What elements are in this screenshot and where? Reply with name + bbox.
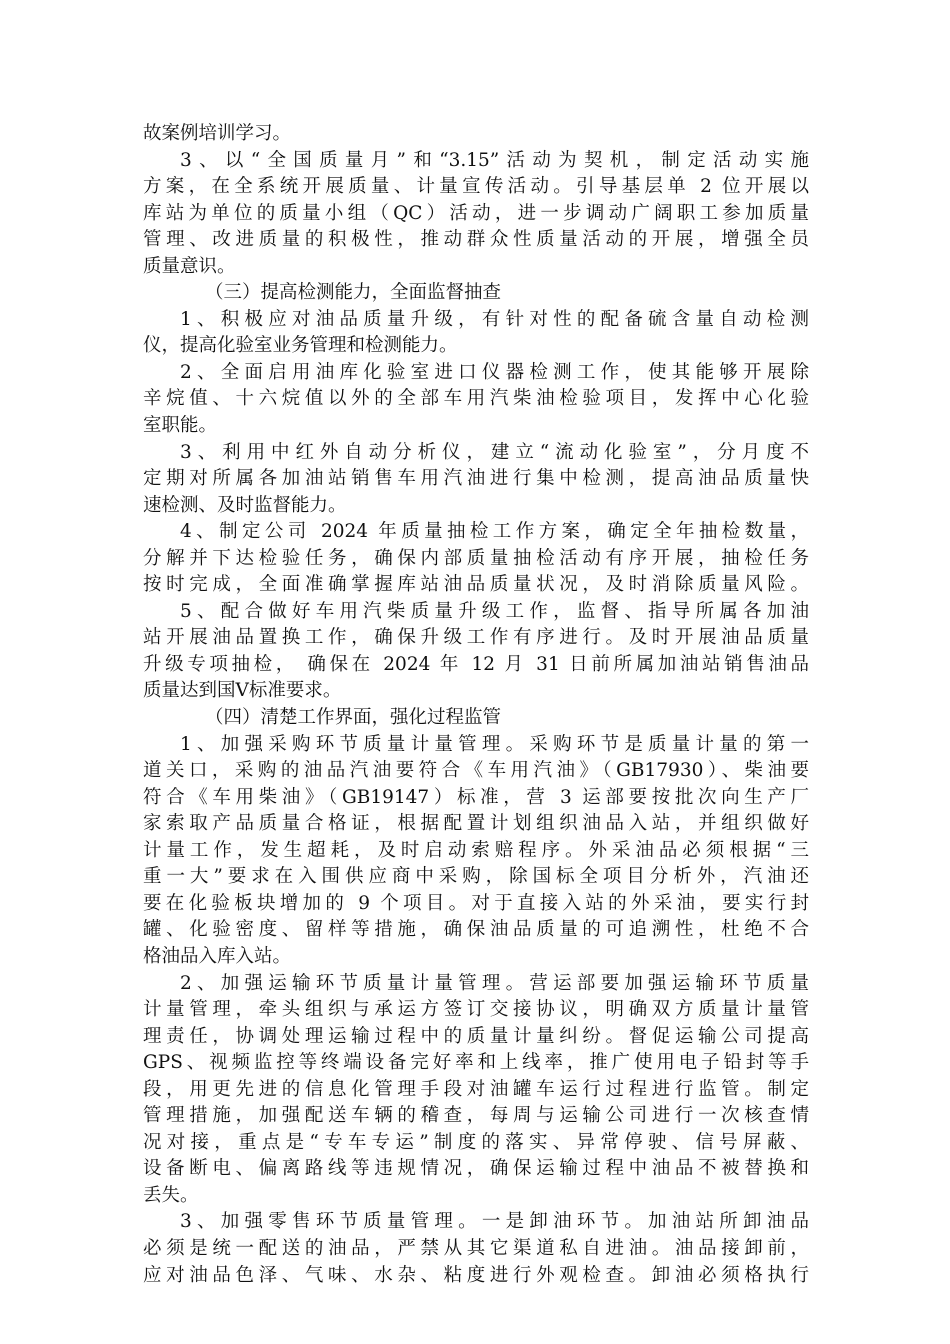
text-line: 重一大”要求在入围供应商中采购，除国标全项目分析外，汽油还 — [143, 866, 809, 888]
paragraph-first-line: 3、加强零售环节质量管理。一是卸油环节。加油站所卸油品 — [180, 1211, 809, 1233]
paragraph-last-line: 质量达到国Ⅴ标准要求。 — [143, 680, 342, 702]
document-body — [143, 121, 809, 1289]
text-line: 分解并下达检验任务，确保内部质量抽检活动有序开展，抽检任务 — [143, 547, 809, 569]
paragraph-first-line: 5、配合做好车用汽柴质量升级工作，监督、指导所属各加油 — [180, 600, 809, 622]
text-line: 应对油品色泽、气味、水杂、粘度进行外观检查。卸油必须格执行 — [143, 1264, 809, 1286]
text-line: 道关口，采购的油品汽油要符合《车用汽油》（GB17930）、柴油要 — [143, 760, 809, 782]
text-line: 罐、化验密度、留样等措施，确保油品质量的可追溯性，杜绝不合 — [143, 919, 809, 941]
paragraph-first-line: 1、加强采购环节质量计量管理。采购环节是质量计量的第一 — [180, 733, 809, 755]
paragraph-first-line: 3、利用中红外自动分析仪，建立“流动化验室”，分月度不 — [180, 441, 809, 463]
paragraph-last-line: 速检测、及时监督能力。 — [143, 494, 347, 516]
section-heading: （四）清楚工作界面，强化过程监管 — [205, 707, 502, 729]
paragraph-last-line: 丢失。 — [143, 1184, 199, 1206]
text-line: 况对接，重点是“专车专运”制度的落实、异常停驶、信号屏蔽、 — [143, 1131, 809, 1153]
text-line: 库站为单位的质量小组（QC）活动，进一步调动广阔职工参加质量 — [143, 202, 809, 224]
text-line: GPS、视频监控等终端设备完好率和上线率，推广使用电子铅封等手 — [143, 1052, 809, 1074]
paragraph-first-line: 2、全面启用油库化验室进口仪器检测工作，使其能够开展除 — [180, 361, 809, 383]
text-line: 设备断电、偏离路线等违规情况，确保运输过程中油品不被替换和 — [143, 1158, 809, 1180]
text-line: 家索取产品质量合格证，根据配置计划组织油品入站，并组织做好 — [143, 813, 809, 835]
paragraph-last-line: 质量意识。 — [143, 255, 236, 277]
paragraph-first-line: 3、以“全国质量月”和“3.15”活动为契机，制定活动实施 — [180, 149, 809, 171]
text-line: 定期对所属各加油站销售车用汽油进行集中检测，提高油品质量快 — [143, 468, 809, 490]
paragraph-last-line: 室职能。 — [143, 415, 218, 437]
text-line: 计量工作，发生超耗，及时启动索赔程序。外采油品必须根据“三 — [143, 839, 809, 861]
text-line: 方案，在全系统开展质量、计量宣传活动。引导基层单 2 位开展以 — [143, 176, 809, 198]
paragraph-last-line: 故案例培训学习。 — [143, 123, 292, 144]
text-line: 必须是统一配送的油品，严禁从其它渠道私自进油。油品接卸前， — [143, 1237, 809, 1259]
text-line: 管理措施，加强配送车辆的稽查，每周与运输公司进行一次核查情 — [143, 1105, 809, 1127]
text-line: 升级专项抽检， 确保在 2024 年 12 月 31 日前所属加油站销售油品 — [143, 653, 809, 675]
text-line: 站开展油品置换工作，确保升级工作有序进行。及时开展油品质量 — [143, 627, 809, 649]
text-line: 辛烷值、十六烷值以外的全部车用汽柴油检验项目，发挥中心化验 — [143, 388, 809, 410]
paragraph-first-line: 1、积极应对油品质量升级，有针对性的配备硫含量自动检测 — [180, 308, 809, 330]
text-line: 管理、改进质量的积极性，推动群众性质量活动的开展，增强全员 — [143, 229, 809, 251]
text-line: 计量管理，牵头组织与承运方签订交接协议，明确双方质量计量管 — [143, 999, 809, 1021]
paragraph-last-line: 仪，提高化验室业务管理和检测能力。 — [143, 335, 458, 357]
text-line: 理责任，协调处理运输过程中的质量计量纠纷。督促运输公司提高 — [143, 1025, 809, 1047]
text-line: 符合《车用柴油》（GB19147）标准，营 3 运部要按批次向生产厂 — [143, 786, 809, 808]
text-line: 要在化验板块增加的 9 个项目。对于直接入站的外采油，要实行封 — [143, 892, 809, 914]
text-line: 按时完成，全面准确掌握库站油品质量状况，及时消除质量风险。 — [143, 574, 809, 596]
paragraph-first-line: 4、制定公司 2024 年质量抽检工作方案，确定全年抽检数量， — [180, 521, 809, 543]
text-line: 段，用更先进的信息化管理手段对油罐车运行过程进行监管。制定 — [143, 1078, 809, 1100]
section-heading: （三）提高检测能力，全面监督抽查 — [205, 282, 502, 304]
paragraph-first-line: 2、加强运输环节质量计量管理。营运部要加强运输环节质量 — [180, 972, 809, 994]
paragraph-last-line: 格油品入库入站。 — [143, 945, 292, 967]
